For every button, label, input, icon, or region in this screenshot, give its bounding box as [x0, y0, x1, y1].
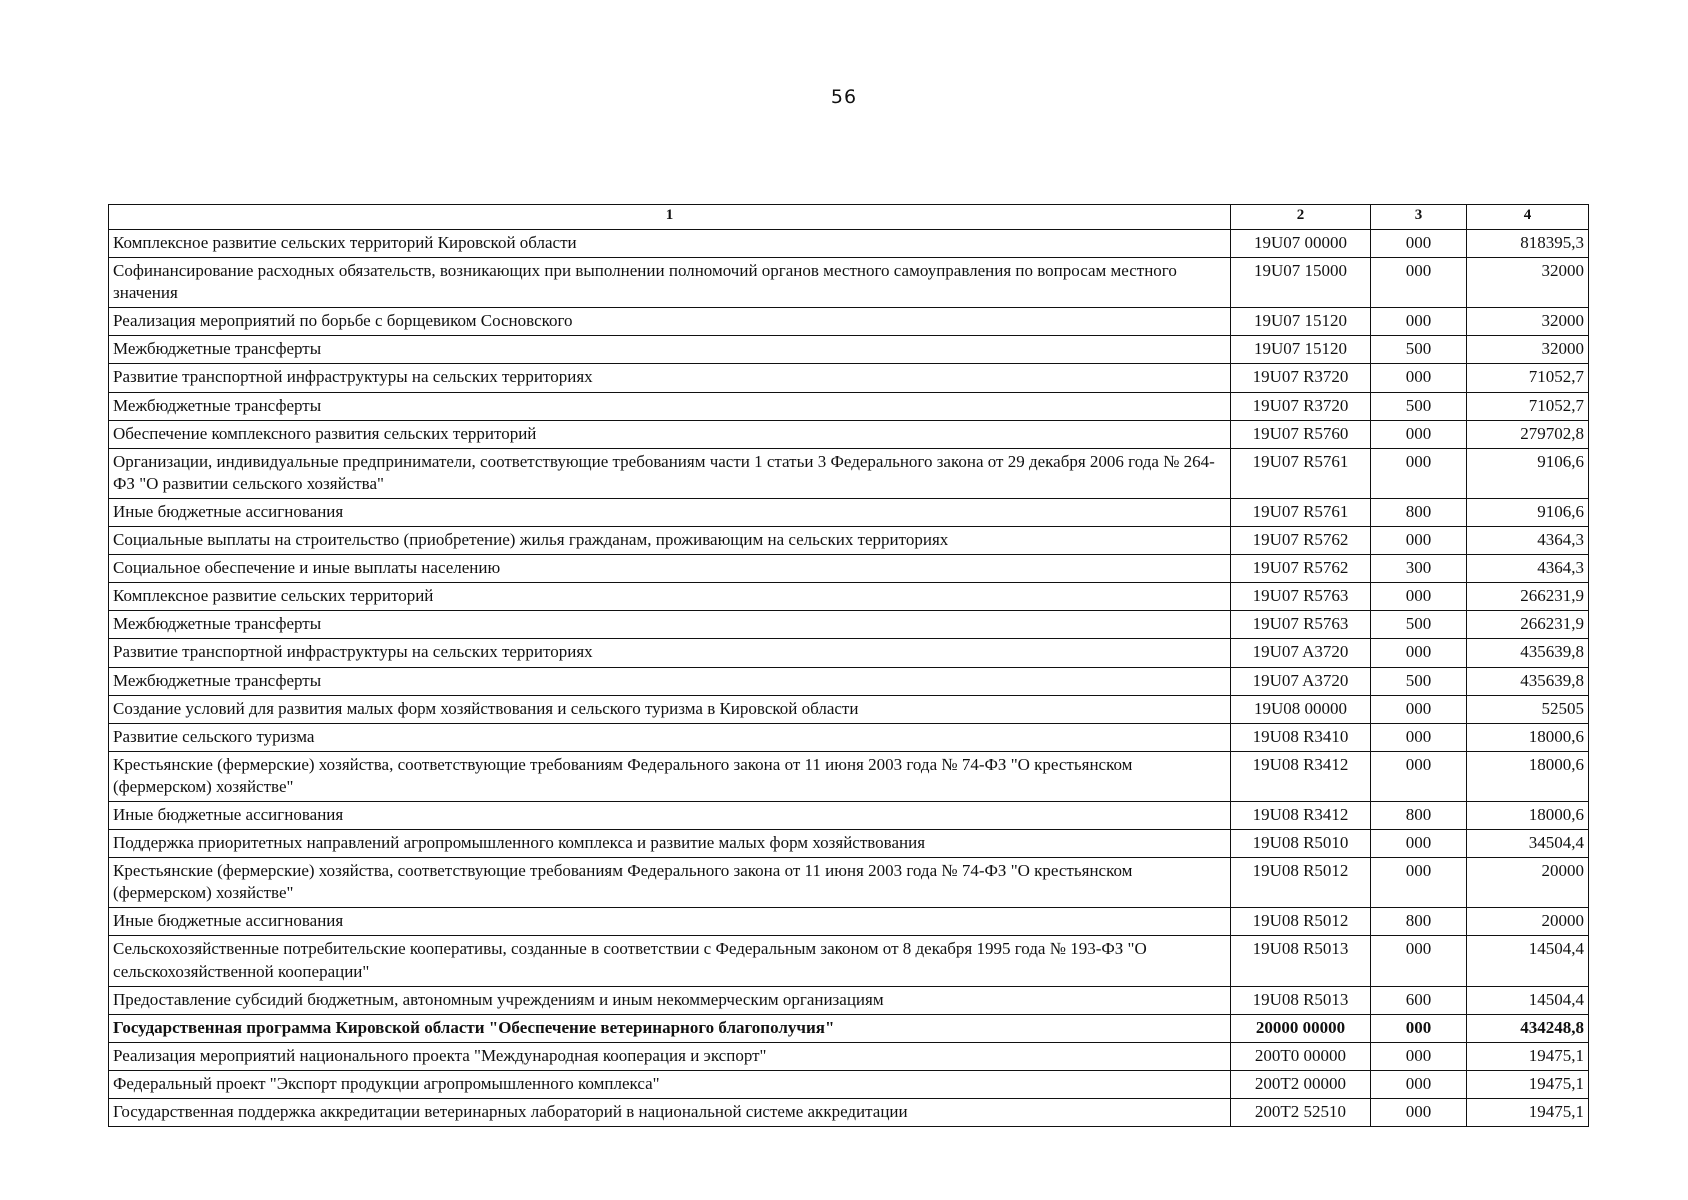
row-amount: 71052,7: [1467, 364, 1589, 392]
row-vr: 000: [1371, 308, 1467, 336]
row-amount: 19475,1: [1467, 1099, 1589, 1127]
table-row: [109, 498, 1589, 526]
table-row: [109, 583, 1589, 611]
row-amount: 434248,8: [1467, 1014, 1589, 1042]
row-name: Государственная поддержка аккредитации ветеринарных лабораторий в национальной системе аккредитации: [109, 1099, 1231, 1127]
row-amount: 32000: [1467, 258, 1589, 308]
row-code: 19U07 R5761: [1231, 498, 1371, 526]
row-vr: 000: [1371, 1042, 1467, 1070]
row-code: 19U07 R5763: [1231, 583, 1371, 611]
row-vr: 000: [1371, 695, 1467, 723]
row-vr: 000: [1371, 364, 1467, 392]
row-vr: 600: [1371, 986, 1467, 1014]
row-code: 19U08 R3412: [1231, 751, 1371, 801]
row-vr: 000: [1371, 258, 1467, 308]
row-code: 200T2 52510: [1231, 1099, 1371, 1127]
row-amount: 435639,8: [1467, 667, 1589, 695]
row-amount: 18000,6: [1467, 723, 1589, 751]
table-row: [109, 667, 1589, 695]
table-row: [109, 830, 1589, 858]
row-amount: 266231,9: [1467, 611, 1589, 639]
row-name: Сельскохозяйственные потребительские кооперативы, созданные в соответствии с Федеральным законом от 8 декабря 1995 года № 193-ФЗ "О сельскохозяйственной кооперации": [109, 936, 1231, 986]
row-code: 200T0 00000: [1231, 1042, 1371, 1070]
table-row: [109, 527, 1589, 555]
row-code: 19U07 R5760: [1231, 420, 1371, 448]
row-name: Межбюджетные трансферты: [109, 667, 1231, 695]
table-row: [109, 858, 1589, 908]
header-col-2: 2: [1231, 205, 1371, 230]
row-code: 19U08 R5013: [1231, 986, 1371, 1014]
row-name: Обеспечение комплексного развития сельских территорий: [109, 420, 1231, 448]
row-amount: 20000: [1467, 908, 1589, 936]
row-code: 19U07 15120: [1231, 336, 1371, 364]
budget-table: [108, 204, 1589, 1127]
row-vr: 000: [1371, 723, 1467, 751]
row-amount: 34504,4: [1467, 830, 1589, 858]
row-amount: 14504,4: [1467, 986, 1589, 1014]
table-row: [109, 258, 1589, 308]
row-code: 19U07 R5763: [1231, 611, 1371, 639]
header-col-3: 3: [1371, 205, 1467, 230]
row-vr: 000: [1371, 1014, 1467, 1042]
table-row: [109, 936, 1589, 986]
row-name: Социальное обеспечение и иные выплаты населению: [109, 555, 1231, 583]
row-name: Крестьянские (фермерские) хозяйства, соответствующие требованиям Федерального закона от 11 июня 2003 года № 74-ФЗ "О крестьянском (фермерском) хозяйстве": [109, 858, 1231, 908]
row-name: Межбюджетные трансферты: [109, 336, 1231, 364]
row-name: Развитие транспортной инфраструктуры на сельских территориях: [109, 639, 1231, 667]
row-code: 19U07 R3720: [1231, 364, 1371, 392]
row-name: Социальные выплаты на строительство (приобретение) жилья гражданам, проживающим на сельских территориях: [109, 527, 1231, 555]
header-row: [109, 205, 1589, 230]
row-name: Развитие транспортной инфраструктуры на сельских территориях: [109, 364, 1231, 392]
row-name: Поддержка приоритетных направлений агропромышленного комплекса и развитие малых форм хозяйствования: [109, 830, 1231, 858]
row-code: 200T2 00000: [1231, 1070, 1371, 1098]
row-code: 19U07 R5762: [1231, 555, 1371, 583]
table-row: [109, 639, 1589, 667]
row-name: Иные бюджетные ассигнования: [109, 801, 1231, 829]
table-row: [109, 308, 1589, 336]
row-vr: 000: [1371, 527, 1467, 555]
table-row: [109, 801, 1589, 829]
table-header: [109, 205, 1589, 230]
table-row: [109, 751, 1589, 801]
row-amount: 435639,8: [1467, 639, 1589, 667]
row-name: Организации, индивидуальные предприниматели, соответствующие требованиям части 1 статьи 3 Федерального закона от 29 декабря 2006 года № 264-ФЗ "О развитии сельского хозяйства": [109, 448, 1231, 498]
row-name: Иные бюджетные ассигнования: [109, 908, 1231, 936]
row-amount: 14504,4: [1467, 936, 1589, 986]
row-vr: 000: [1371, 639, 1467, 667]
row-code: 19U07 R5761: [1231, 448, 1371, 498]
row-name: Развитие сельского туризма: [109, 723, 1231, 751]
row-vr: 000: [1371, 936, 1467, 986]
row-vr: 800: [1371, 908, 1467, 936]
row-name: Софинансирование расходных обязательств, возникающих при выполнении полномочий органов местного самоуправления по вопросам местного значения: [109, 258, 1231, 308]
row-name: Иные бюджетные ассигнования: [109, 498, 1231, 526]
table-row-program: [109, 1014, 1589, 1042]
row-name: Межбюджетные трансферты: [109, 611, 1231, 639]
table-row: [109, 364, 1589, 392]
row-code: 19U07 15120: [1231, 308, 1371, 336]
row-name: Комплексное развитие сельских территорий: [109, 583, 1231, 611]
table-row: [109, 986, 1589, 1014]
row-name: Крестьянские (фермерские) хозяйства, соответствующие требованиям Федерального закона от 11 июня 2003 года № 74-ФЗ "О крестьянском (фермерском) хозяйстве": [109, 751, 1231, 801]
row-code: 20000 00000: [1231, 1014, 1371, 1042]
table-row: [109, 420, 1589, 448]
row-code: 19U07 R3720: [1231, 392, 1371, 420]
row-vr: 800: [1371, 801, 1467, 829]
row-amount: 4364,3: [1467, 555, 1589, 583]
row-vr: 300: [1371, 555, 1467, 583]
table-body: [109, 230, 1589, 1127]
row-name: Реализация мероприятий по борьбе с борщевиком Сосновского: [109, 308, 1231, 336]
row-name: Создание условий для развития малых форм хозяйствования и сельского туризма в Кировской области: [109, 695, 1231, 723]
table-row: [109, 230, 1589, 258]
row-vr: 800: [1371, 498, 1467, 526]
header-col-1: 1: [109, 205, 1231, 230]
row-code: 19U07 R5762: [1231, 527, 1371, 555]
row-amount: 9106,6: [1467, 448, 1589, 498]
row-vr: 500: [1371, 667, 1467, 695]
table-row: [109, 695, 1589, 723]
row-code: 19U07 A3720: [1231, 667, 1371, 695]
row-amount: 18000,6: [1467, 751, 1589, 801]
row-amount: 19475,1: [1467, 1070, 1589, 1098]
row-amount: 52505: [1467, 695, 1589, 723]
row-amount: 71052,7: [1467, 392, 1589, 420]
row-amount: 266231,9: [1467, 583, 1589, 611]
row-vr: 000: [1371, 1070, 1467, 1098]
row-amount: 32000: [1467, 308, 1589, 336]
row-vr: 000: [1371, 230, 1467, 258]
table-row: [109, 1042, 1589, 1070]
row-amount: 18000,6: [1467, 801, 1589, 829]
row-name: Комплексное развитие сельских территорий Кировской области: [109, 230, 1231, 258]
table-row: [109, 1070, 1589, 1098]
row-vr: 000: [1371, 583, 1467, 611]
row-vr: 000: [1371, 751, 1467, 801]
row-amount: 4364,3: [1467, 527, 1589, 555]
page-number: 56: [830, 86, 858, 108]
row-code: 19U08 R3412: [1231, 801, 1371, 829]
table-row: [109, 908, 1589, 936]
row-code: 19U08 R5010: [1231, 830, 1371, 858]
row-vr: 000: [1371, 448, 1467, 498]
table-row: [109, 448, 1589, 498]
row-vr: 000: [1371, 420, 1467, 448]
row-vr: 500: [1371, 611, 1467, 639]
row-vr: 000: [1371, 830, 1467, 858]
row-vr: 000: [1371, 858, 1467, 908]
row-amount: 20000: [1467, 858, 1589, 908]
table-row: [109, 1099, 1589, 1127]
row-name: Предоставление субсидий бюджетным, автономным учреждениям и иным некоммерческим организациям: [109, 986, 1231, 1014]
row-amount: 818395,3: [1467, 230, 1589, 258]
row-amount: 19475,1: [1467, 1042, 1589, 1070]
row-code: 19U08 R3410: [1231, 723, 1371, 751]
row-amount: 9106,6: [1467, 498, 1589, 526]
row-code: 19U07 00000: [1231, 230, 1371, 258]
table-row: [109, 611, 1589, 639]
row-vr: 500: [1371, 336, 1467, 364]
row-code: 19U08 R5012: [1231, 858, 1371, 908]
table-row: [109, 336, 1589, 364]
row-code: 19U07 A3720: [1231, 639, 1371, 667]
row-code: 19U08 R5012: [1231, 908, 1371, 936]
row-amount: 32000: [1467, 336, 1589, 364]
row-name: Государственная программа Кировской области "Обеспечение ветеринарного благополучия": [109, 1014, 1231, 1042]
table-row: [109, 392, 1589, 420]
row-code: 19U07 15000: [1231, 258, 1371, 308]
row-name: Межбюджетные трансферты: [109, 392, 1231, 420]
budget-table-container: [108, 204, 1588, 1127]
row-code: 19U08 00000: [1231, 695, 1371, 723]
header-col-4: 4: [1467, 205, 1589, 230]
row-name: Реализация мероприятий национального проекта "Международная кооперация и экспорт": [109, 1042, 1231, 1070]
row-code: 19U08 R5013: [1231, 936, 1371, 986]
row-name: Федеральный проект "Экспорт продукции агропромышленного комплекса": [109, 1070, 1231, 1098]
row-amount: 279702,8: [1467, 420, 1589, 448]
row-vr: 000: [1371, 1099, 1467, 1127]
table-row: [109, 723, 1589, 751]
table-row: [109, 555, 1589, 583]
row-vr: 500: [1371, 392, 1467, 420]
